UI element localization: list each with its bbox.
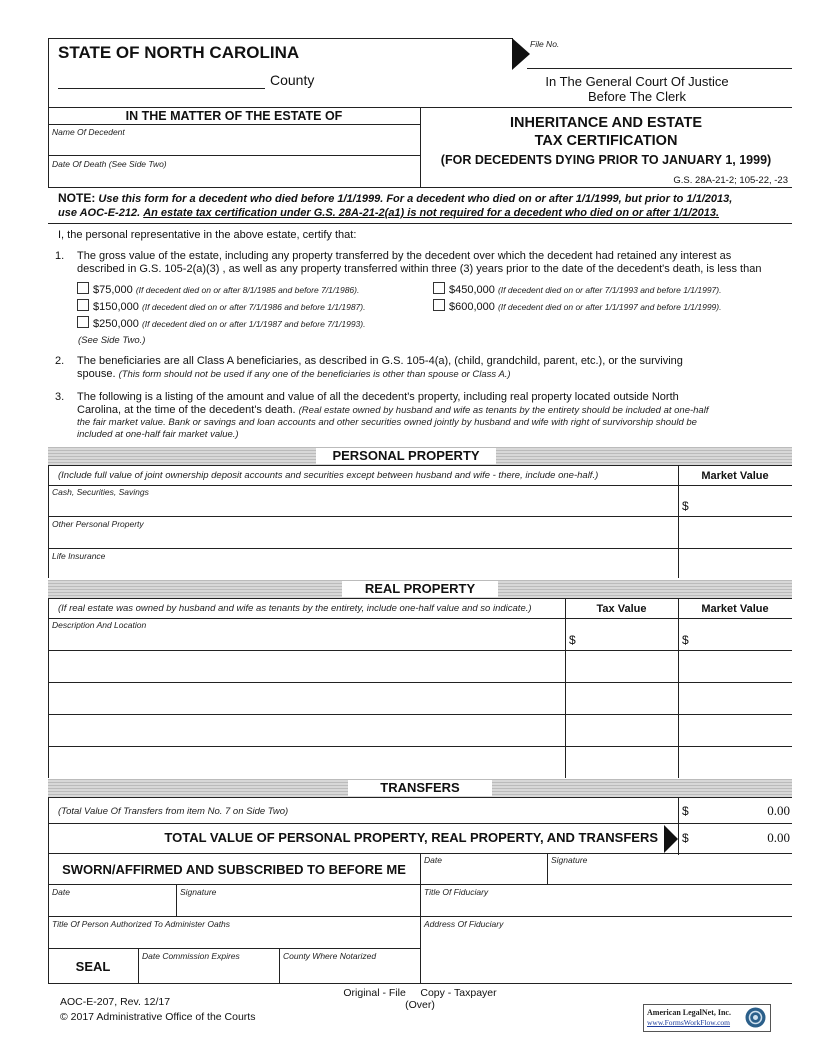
personal-property-bar (48, 447, 792, 465)
note-text-2a: use AOC-E-212. (58, 207, 141, 219)
checkbox-250000[interactable] (77, 316, 89, 328)
item-3-line-1: The following is a listing of the amount and value of all the decedent's property, including real property located outside North (77, 391, 679, 403)
over-indicator: (Over) (405, 999, 435, 1011)
note (58, 191, 793, 220)
county-notarized-field[interactable] (283, 962, 417, 980)
other-personal-label: Other Personal Property (52, 519, 144, 529)
cash-securities-value[interactable] (692, 498, 790, 515)
transfers-value[interactable]: 0.00 (767, 803, 790, 818)
sworn-date-field[interactable] (52, 898, 172, 914)
option-600000[interactable]: $600,000 (If decedent died on or after 1/1/1997 and before 1/1/1999). (433, 299, 721, 313)
commission-expires-label: Date Commission Expires (142, 951, 240, 961)
state-title: STATE OF NORTH CAROLINA (58, 43, 300, 62)
county-field[interactable] (58, 88, 265, 89)
checkbox-150000[interactable] (77, 299, 89, 311)
total-arrow-icon (664, 825, 680, 853)
option-75000[interactable]: $75,000 (If decedent died on or after 8/1/1985 and before 7/1/1986). (77, 282, 359, 296)
option-250000[interactable]: $250,000 (If decedent died on or after 1/1/1987 and before 7/1/1993). (77, 316, 365, 330)
item-3-line-2a: Carolina, at the time of the decedent's death. (77, 404, 296, 416)
total-value[interactable]: 0.00 (767, 830, 790, 845)
item-1-line-1: The gross value of the estate, including any property transferred by the decedent over which the decedent had retained any interest as (77, 250, 732, 262)
item-1-number: 1. (55, 250, 65, 262)
item-2-line-1: The beneficiaries are all Class A beneficiaries, as described in G.S. 105-4(a), (child, grandchild, parent, etc.), or the surviving (77, 355, 683, 367)
statute-reference: G.S. 28A-21-2; 105-22, -23 (673, 175, 788, 186)
item-3-line-2b: (Real estate owned by husband and wife as tenants by the entirety should be included at one-half (298, 405, 709, 416)
county-label: County (270, 72, 315, 88)
seal-label: SEAL (75, 959, 111, 974)
oath-person-title-label: Title Of Person Authorized To Administer Oaths (52, 919, 231, 929)
sworn-date-label: Date (52, 887, 70, 897)
transfers-label: (Total Value Of Transfers from item No. 7 on Side Two) (58, 806, 289, 817)
cash-securities-dollar: $ (682, 499, 689, 513)
total-dollar: $ (682, 831, 689, 845)
copies-distribution: Original - File Copy - Taxpayer (343, 987, 497, 999)
tax-value-header: Tax Value (596, 603, 647, 615)
real-market-header: Market Value (701, 603, 769, 615)
life-insurance-field[interactable] (50, 562, 676, 577)
court-line-1: In The General Court Of Justice (545, 74, 729, 89)
note-lead: NOTE: (58, 191, 96, 205)
item-3-number: 3. (55, 391, 65, 403)
decedent-name-label: Name Of Decedent (52, 127, 125, 137)
life-insurance-label: Life Insurance (52, 551, 106, 561)
file-no-field[interactable] (570, 40, 790, 66)
real-row-3[interactable] (50, 684, 563, 713)
real-row-5[interactable] (50, 748, 563, 776)
life-insurance-value[interactable] (680, 550, 790, 577)
checkbox-600000[interactable] (433, 299, 445, 311)
item-2-line-2a: spouse. (77, 368, 116, 380)
real-property-title: REAL PROPERTY (342, 581, 498, 597)
brand-url[interactable]: www.FormsWorkFlow.com (647, 1018, 731, 1027)
real-market-dollar: $ (682, 633, 689, 647)
other-personal-field[interactable] (50, 530, 676, 547)
county-notarized-label: County Where Notarized (283, 951, 377, 961)
fiduciary-signature-label: Signature (551, 855, 588, 865)
fiduciary-title-field[interactable] (424, 898, 790, 914)
sworn-signature-label: Signature (180, 887, 217, 897)
fiduciary-date-label: Date (424, 855, 442, 865)
fiduciary-title-label: Title Of Fiduciary (424, 887, 489, 897)
commission-expires-field[interactable] (142, 962, 276, 980)
oath-person-title-field[interactable] (52, 930, 416, 946)
form-title-3: (FOR DECEDENTS DYING PRIOR TO JANUARY 1, 1999) (440, 153, 772, 167)
item-3-line-4: included at one-half fair market value.) (77, 429, 239, 440)
option-150000[interactable]: $150,000 (If decedent died on or after 7/1/1986 and before 1/1/1987). (77, 299, 365, 313)
real-row-1[interactable] (50, 631, 563, 648)
personal-property-title: PERSONAL PROPERTY (316, 448, 496, 464)
real-row-2[interactable] (50, 652, 563, 681)
real-property-bar (48, 580, 792, 598)
court-line-2: Before The Clerk (587, 89, 687, 104)
brand-badge[interactable] (643, 1004, 771, 1032)
cash-securities-label: Cash, Securities, Savings (52, 487, 149, 497)
note-text-1: Use this form for a decedent who died before 1/1/1999. For a decedent who died on or after 1/1/1999, but prior to 1/1/2013, (98, 193, 733, 205)
intro-statement: I, the personal representative in the above estate, certify that: (58, 229, 357, 241)
form-number: AOC-E-207, Rev. 12/17 (60, 996, 171, 1008)
fiduciary-address-field[interactable] (424, 930, 790, 980)
checkbox-450000[interactable] (433, 282, 445, 294)
item-2 (55, 355, 792, 381)
item-3 (55, 391, 792, 441)
transfers-title: TRANSFERS (348, 780, 492, 796)
fiduciary-signature-field[interactable] (551, 866, 789, 882)
date-of-death-field[interactable] (50, 170, 418, 185)
item-3-line-3: the fair market value. Bank or savings and loan accounts and other securities owned jointly by husband and wife with right of survivorship should be (77, 417, 697, 428)
decedent-name-field[interactable] (50, 138, 418, 154)
matter-title: IN THE MATTER OF THE ESTATE OF (125, 109, 343, 123)
real-row-4[interactable] (50, 716, 563, 745)
form-title-1: INHERITANCE AND ESTATE (510, 115, 702, 131)
item-1-line-2: described in G.S. 105-2(a)(3) , as well as any property transferred within three (3) years prior to the date of the decedent's death, is less than (77, 263, 762, 275)
real-instruction: (If real estate was owned by husband and wife as tenants by the entirety, include one-half value and so indicate.) (58, 603, 532, 614)
personal-market-header: Market Value (701, 470, 769, 482)
file-no-arrow-icon (512, 38, 532, 70)
real-tax-dollar: $ (569, 633, 576, 647)
see-side-two: (See Side Two.) (78, 335, 146, 346)
fiduciary-date-field[interactable] (424, 866, 544, 882)
copyright: © 2017 Administrative Office of the Courts (60, 1011, 256, 1023)
fiduciary-address-label: Address Of Fiduciary (424, 919, 504, 929)
option-450000[interactable]: $450,000 (If decedent died on or after 7/1/1993 and before 1/1/1997). (433, 282, 721, 296)
form-title-2: TAX CERTIFICATION (534, 133, 678, 149)
description-location-label: Description And Location (52, 620, 147, 630)
total-label: TOTAL VALUE OF PERSONAL PROPERTY, REAL PROPERTY, AND TRANSFERS (164, 830, 658, 845)
item-2-line-2b: (This form should not be used if any one of the beneficiaries is other than spouse or Class A.) (118, 369, 511, 380)
transfers-bar (48, 779, 792, 797)
item-1 (55, 250, 792, 276)
item-2-number: 2. (55, 355, 65, 367)
transfers-dollar: $ (682, 804, 689, 818)
cash-securities-field[interactable] (50, 498, 676, 515)
checkbox-75000[interactable] (77, 282, 89, 294)
sworn-title: SWORN/AFFIRMED AND SUBSCRIBED TO BEFORE ME (62, 862, 406, 877)
sworn-signature-field[interactable] (180, 898, 416, 914)
date-of-death-label: Date Of Death (See Side Two) (52, 159, 167, 169)
file-no-label: File No. (530, 39, 560, 49)
note-text-2b: An estate tax certification under G.S. 28A-21-2(a1) is not required for a decedent who died on or after 1/1/2013. (143, 207, 720, 219)
globe-icon (744, 1006, 767, 1029)
personal-instruction: (Include full value of joint ownership deposit accounts and securities except between husband and wife - there, include one-half.) (58, 470, 599, 481)
other-personal-value[interactable] (680, 518, 790, 547)
brand-name: American LegalNet, Inc. (647, 1008, 731, 1017)
